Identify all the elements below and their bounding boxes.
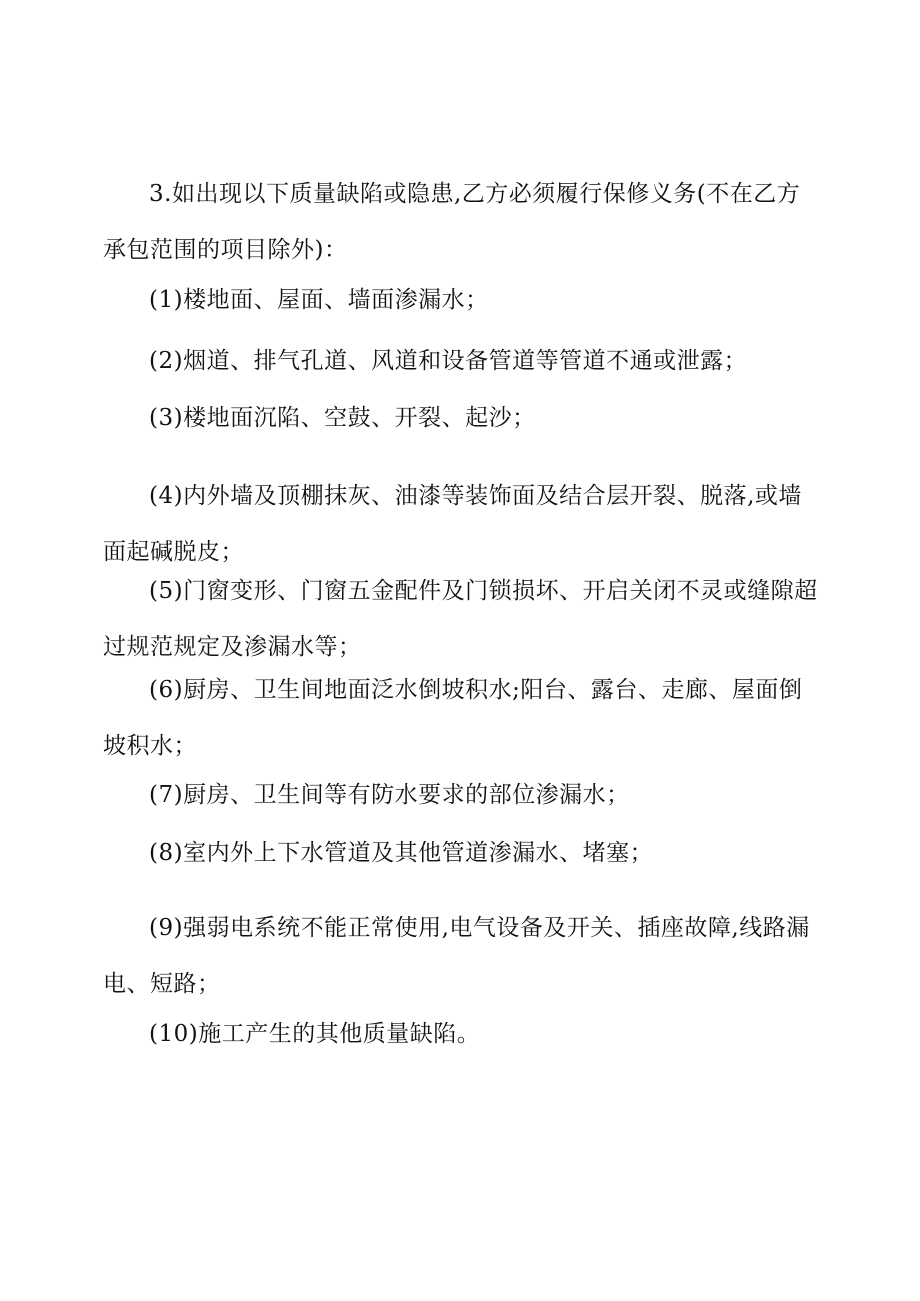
list-item-6: (6)厨房、卫生间地面泛水倒坡积水;阳台、露台、走廊、屋面倒坡积水； bbox=[103, 677, 803, 759]
list-item-7: (7)厨房、卫生间等有防水要求的部位渗漏水； bbox=[149, 782, 630, 808]
list-item-8: (8)室内外上下水管道及其他管道渗漏水、堵塞； bbox=[149, 840, 654, 866]
intro-paragraph: 3.如出现以下质量缺陷或隐患,乙方必须履行保修义务(不在乙方承包范围的项目除外)： bbox=[103, 181, 801, 263]
list-item-1: (1)楼地面、屋面、墙面渗漏水； bbox=[149, 287, 489, 313]
list-item-10: (10)施工产生的其他质量缺陷。 bbox=[149, 1021, 481, 1047]
list-item-4: (4)内外墙及顶棚抹灰、油漆等装饰面及结合层开裂、脱落,或墙面起碱脱皮； bbox=[103, 483, 802, 565]
list-item-5: (5)门窗变形、门窗五金配件及门锁损坏、开启关闭不灵或缝隙超过规范规定及渗漏水等； bbox=[103, 578, 818, 660]
list-item-3: (3)楼地面沉陷、空鼓、开裂、起沙； bbox=[149, 405, 536, 431]
list-item-2: (2)烟道、排气孔道、风道和设备管道等管道不通或泄露； bbox=[149, 348, 748, 374]
list-item-9: (9)强弱电系统不能正常使用,电气设备及开关、插座故障,线路漏电、短路； bbox=[103, 915, 810, 997]
